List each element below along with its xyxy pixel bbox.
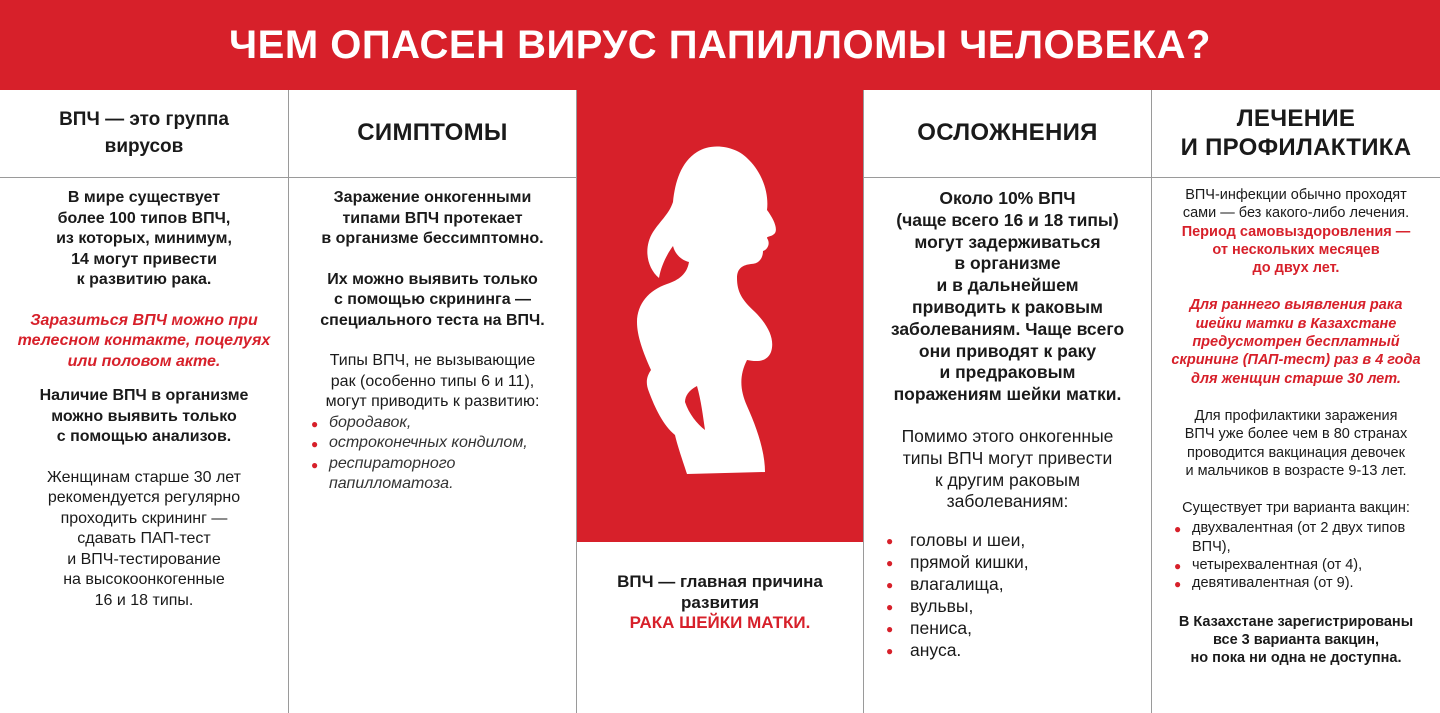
text-line: они приводят к раку xyxy=(918,340,1097,361)
paragraph-transmission xyxy=(10,311,278,373)
text-line: Период самовыздоровления — xyxy=(1181,223,1411,240)
paragraph-vaccine-types: Существует три варианта вакцин: xyxy=(1182,500,1410,517)
column-heading-complications: ОСЛОЖНЕНИЯ xyxy=(864,90,1151,178)
text-line: приводить к раковым xyxy=(912,296,1103,317)
text-line: развития xyxy=(680,592,760,612)
text-line: для женщин старше 30 лет. xyxy=(1191,370,1401,387)
list-item: ● девятивалентная (от 9). xyxy=(1174,574,1430,592)
paragraph-persistence xyxy=(874,188,1141,406)
highlight-text: РАКА ШЕЙКИ МАТКИ. xyxy=(629,613,811,632)
column-heading-symptoms: СИМПТОМЫ xyxy=(289,90,576,178)
text-line: поражениям шейки матки. xyxy=(893,384,1122,405)
text-line: типами ВПЧ протекает xyxy=(342,209,523,227)
list-item: ● влагалища, xyxy=(886,573,1141,595)
text-line: от нескольких месяцев xyxy=(1212,241,1380,258)
column-treatment-prevention xyxy=(1152,90,1440,713)
text-line: с помощью анализов. xyxy=(56,428,232,445)
text-line: рекомендуется регулярно xyxy=(47,489,241,506)
text-line: можно выявить только xyxy=(51,407,237,425)
title-banner xyxy=(0,0,1440,90)
text-line: в организме xyxy=(954,253,1061,274)
paragraph-kazakhstan-vaccines xyxy=(1162,613,1430,668)
paragraph-detect-screening xyxy=(299,270,566,332)
text-line: ВПЧ уже более чем в 80 странах xyxy=(1184,426,1408,443)
paragraph-self-recovery xyxy=(1162,186,1430,277)
paragraph-screening xyxy=(10,468,278,612)
list-item: ● пениса, xyxy=(886,617,1141,639)
text-line: в организме бессимптомно. xyxy=(321,230,544,247)
text-line: Для профилактики заражения xyxy=(1194,407,1398,424)
paragraph-vaccination xyxy=(1162,407,1430,480)
text-line: Заразиться ВПЧ можно при xyxy=(30,311,258,329)
text-line: могут задерживаться xyxy=(914,231,1101,252)
text-line: заболеваниям. Чаще всего xyxy=(890,318,1125,339)
text-line: телесном контакте, поцелуях xyxy=(17,332,271,349)
text-line: все 3 варианта вакцин, xyxy=(1212,631,1380,648)
list-item: ● головы и шеи, xyxy=(886,529,1141,551)
text-line: типы ВПЧ могут привести xyxy=(902,447,1113,468)
list-item: ● бородавок, xyxy=(311,413,566,434)
text-line: рак (особенно типы 6 и 11), xyxy=(330,372,535,390)
text-line: сдавать ПАП-тест xyxy=(77,530,211,547)
text-line: Женщинам старше 30 лет xyxy=(47,468,241,486)
list-vaccine-types xyxy=(1174,519,1430,592)
text-line: Для раннего выявления рака xyxy=(1189,297,1403,314)
text-line: и ВПЧ-тестирование xyxy=(67,550,221,568)
text-line: до двух лет. xyxy=(1252,260,1340,277)
list-item: ● ануса. xyxy=(886,639,1141,661)
text-line: сами — без какого-либо лечения. xyxy=(1182,205,1410,222)
paragraph-hpv-types xyxy=(10,188,278,291)
text-line: или половом акте. xyxy=(67,352,221,370)
text-line: могут приводить к развитию: xyxy=(325,393,540,410)
woman-silhouette-icon xyxy=(577,90,863,542)
paragraph-free-screening xyxy=(1162,296,1430,387)
text-line: предусмотрен бесплатный xyxy=(1192,334,1400,351)
list-item: ● респираторного папилломатоза. xyxy=(311,454,566,495)
text-line: шейки матки в Казахстане xyxy=(1195,315,1397,332)
main-cause-caption xyxy=(577,572,863,634)
text-line: специального теста на ВПЧ. xyxy=(320,311,545,329)
column-heading-treatment xyxy=(1152,90,1440,178)
column-complications xyxy=(864,90,1152,713)
list-item: ● остроконечных кондилом, xyxy=(311,433,566,454)
text-line: Наличие ВПЧ в организме xyxy=(39,387,249,404)
info-grid xyxy=(0,90,1440,713)
text-line: из которых, минимум, xyxy=(56,230,232,247)
text-line: но пока ни одна не доступна. xyxy=(1190,650,1402,667)
text-line: 14 могут привести xyxy=(71,250,217,268)
list-item: ● вульвы, xyxy=(886,595,1141,617)
text-line: Около 10% ВПЧ xyxy=(939,188,1076,208)
heading-line: вирусов xyxy=(104,135,184,157)
paragraph-detection xyxy=(10,386,278,448)
heading-line: И ПРОФИЛАКТИКА xyxy=(1180,133,1412,161)
list-item: ● прямой кишки, xyxy=(886,551,1141,573)
column-heading-hpv-group xyxy=(0,90,288,178)
text-line: Их можно выявить только xyxy=(327,270,538,288)
list-cancer-sites xyxy=(886,529,1141,661)
text-line: с помощью скрининга — xyxy=(333,291,532,308)
text-line: 16 и 18 типы. xyxy=(94,591,194,609)
text-line: и мальчиков в возрасте 9-13 лет. xyxy=(1185,462,1407,479)
text-line: Типы ВПЧ, не вызывающие xyxy=(329,352,536,369)
text-line: проводится вакцинация девочек xyxy=(1187,444,1405,461)
text-line: скрининг (ПАП-тест) раз в 4 года xyxy=(1171,352,1421,369)
heading-line: ВПЧ — это группа xyxy=(59,108,229,130)
paragraph-non-oncogenic xyxy=(299,351,566,413)
text-line: (чаще всего 16 и 18 типы) xyxy=(896,209,1119,230)
text-line: заболеваниям: xyxy=(946,491,1069,512)
text-line: к другим раковым xyxy=(934,469,1081,490)
text-line: и предраковым xyxy=(939,362,1076,383)
paragraph-asymptomatic xyxy=(299,188,566,250)
column-symptoms xyxy=(289,90,577,713)
text-line: на высокоонкогенные xyxy=(63,571,225,588)
text-line: Помимо этого онкогенные xyxy=(901,425,1114,446)
silhouette-panel xyxy=(577,90,863,542)
heading-line: ЛЕЧЕНИЕ xyxy=(1236,104,1356,132)
page-title: ЧЕМ ОПАСЕН ВИРУС ПАПИЛЛОМЫ ЧЕЛОВЕКА? xyxy=(229,22,1211,67)
list-item: ● двухвалентная (от 2 двух типов ВПЧ), xyxy=(1174,519,1430,556)
text-line: ВПЧ-инфекции обычно проходят xyxy=(1185,187,1407,203)
list-item: ● четырехвалентная (от 4), xyxy=(1174,556,1430,574)
text-line: В Казахстане зарегистрированы xyxy=(1178,613,1414,630)
text-line: ВПЧ — главная причина xyxy=(617,572,823,591)
text-line: более 100 типов ВПЧ, xyxy=(57,209,231,227)
text-line: к развитию рака. xyxy=(76,271,212,288)
text-line: проходить скрининг — xyxy=(60,509,228,527)
text-line: и в дальнейшем xyxy=(936,275,1079,296)
column-main-cause xyxy=(577,90,864,713)
list-benign-conditions xyxy=(311,413,566,495)
text-line: В мире существует xyxy=(67,189,221,206)
paragraph-other-cancers xyxy=(874,426,1141,513)
text-line: Заражение онкогенными xyxy=(333,189,532,206)
column-hpv-group xyxy=(0,90,289,713)
